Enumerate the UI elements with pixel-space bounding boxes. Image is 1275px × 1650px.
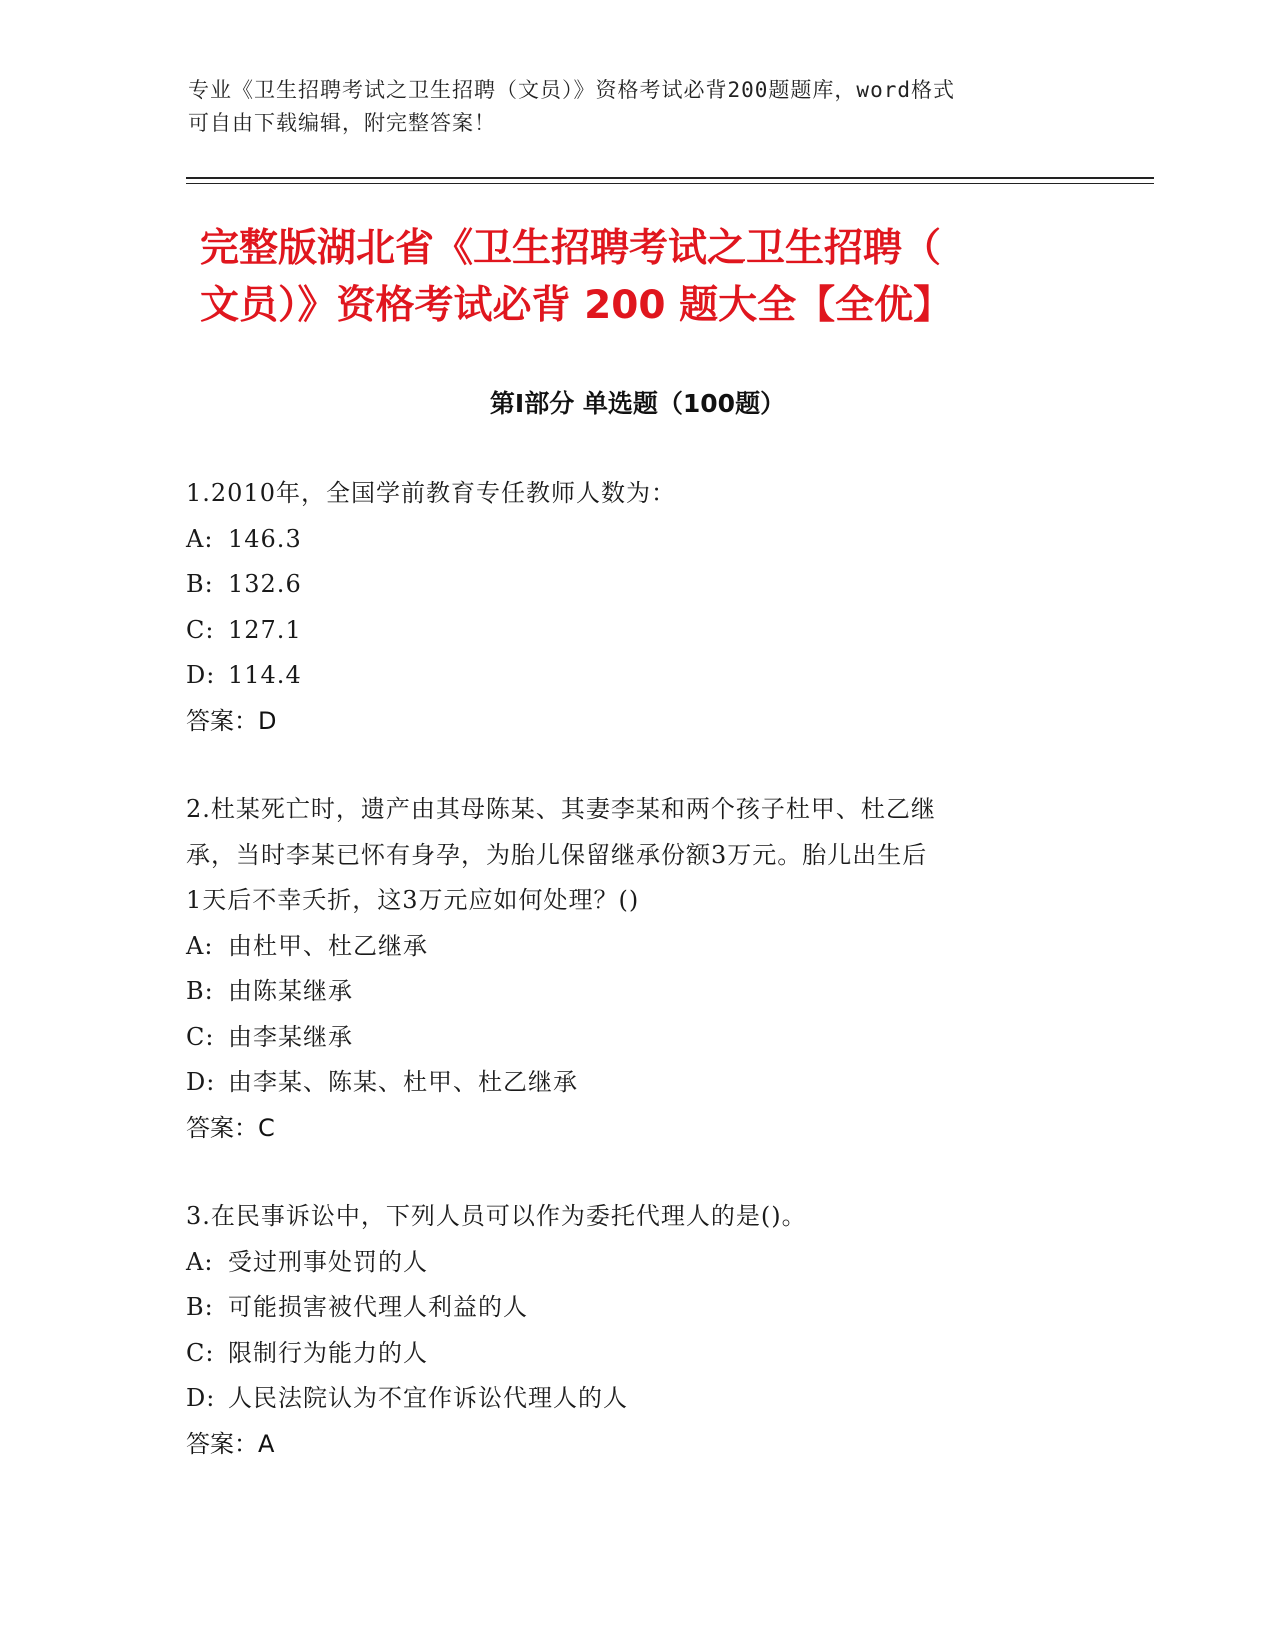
question-stem: 承，当时李某已怀有身孕，为胎儿保留继承份额3万元。胎儿出生后	[186, 840, 928, 869]
option-letter: B:	[186, 1293, 214, 1321]
option-letter: B:	[186, 570, 214, 598]
question-stem: 3.在民事诉讼中，下列人员可以作为委托代理人的是()。	[186, 1202, 807, 1230]
answer-label: 答案：A	[186, 1429, 275, 1458]
option-text: 132.6	[228, 570, 302, 598]
option-letter: D:	[186, 1384, 216, 1412]
option-text: 限制行为能力的人	[228, 1338, 428, 1367]
option-text: 127.1	[228, 615, 302, 644]
option-letter: C:	[186, 1338, 215, 1367]
header-divider	[186, 177, 1154, 179]
option-text: 114.4	[228, 661, 302, 689]
option-b	[186, 562, 1086, 608]
option-text: 由陈某继承	[228, 977, 353, 1005]
answer-label: 答案：D	[186, 706, 277, 735]
header-divider-thin	[186, 183, 1154, 184]
question-item	[186, 787, 1086, 1151]
question-stem: 2.杜某死亡时，遗产由其母陈某、其妻李某和两个孩子杜甲、杜乙继	[186, 795, 936, 823]
option-b	[186, 1285, 1086, 1331]
question-stem: 1天后不幸夭折，这3万元应如何处理？()	[186, 886, 640, 914]
option-d	[186, 1376, 1086, 1422]
option-c	[186, 1015, 1086, 1061]
option-b	[186, 969, 1086, 1015]
option-d	[186, 1060, 1086, 1106]
title-line: 完整版湖北省《卫生招聘考试之卫生招聘（	[200, 226, 942, 271]
header-note-line: 可自由下载编辑，附完整答案！	[188, 111, 496, 135]
option-a	[186, 1240, 1086, 1286]
header-note	[188, 74, 1068, 140]
option-text: 由杜甲、杜乙继承	[228, 931, 428, 960]
option-text: 人民法院认为不宜作诉讼代理人的人	[228, 1384, 628, 1412]
option-a	[186, 924, 1086, 970]
option-c	[186, 1331, 1086, 1377]
option-text: 由李某、陈某、杜甲、杜乙继承	[228, 1068, 578, 1096]
option-letter: C:	[186, 1022, 215, 1051]
option-letter: D:	[186, 1068, 216, 1096]
question-stem: 1.2010年，全国学前教育专任教师人数为：	[186, 479, 676, 507]
option-text: 受过刑事处罚的人	[228, 1247, 428, 1276]
option-c	[186, 608, 1086, 654]
question-item	[186, 471, 1086, 744]
document-title	[200, 220, 1100, 334]
option-text: 146.3	[228, 524, 302, 553]
option-letter: A:	[186, 931, 214, 960]
option-text: 由李某继承	[228, 1022, 353, 1051]
answer-label: 答案：C	[186, 1113, 275, 1142]
option-letter: C:	[186, 615, 215, 644]
header-note-line: 专业《卫生招聘考试之卫生招聘（文员）》资格考试必背200题题库，word格式	[188, 78, 955, 102]
title-line: 文员）》资格考试必背 200 题大全【全优】	[200, 283, 953, 328]
option-text: 可能损害被代理人利益的人	[228, 1293, 528, 1321]
option-d	[186, 653, 1086, 699]
section-heading: 第Ⅰ部分 单选题（100题）	[489, 389, 786, 418]
question-item	[186, 1194, 1086, 1467]
option-letter: B:	[186, 977, 214, 1005]
option-letter: D:	[186, 661, 216, 689]
question-list	[186, 471, 1086, 1510]
option-a	[186, 517, 1086, 563]
option-letter: A:	[186, 524, 214, 553]
option-letter: A:	[186, 1247, 214, 1276]
